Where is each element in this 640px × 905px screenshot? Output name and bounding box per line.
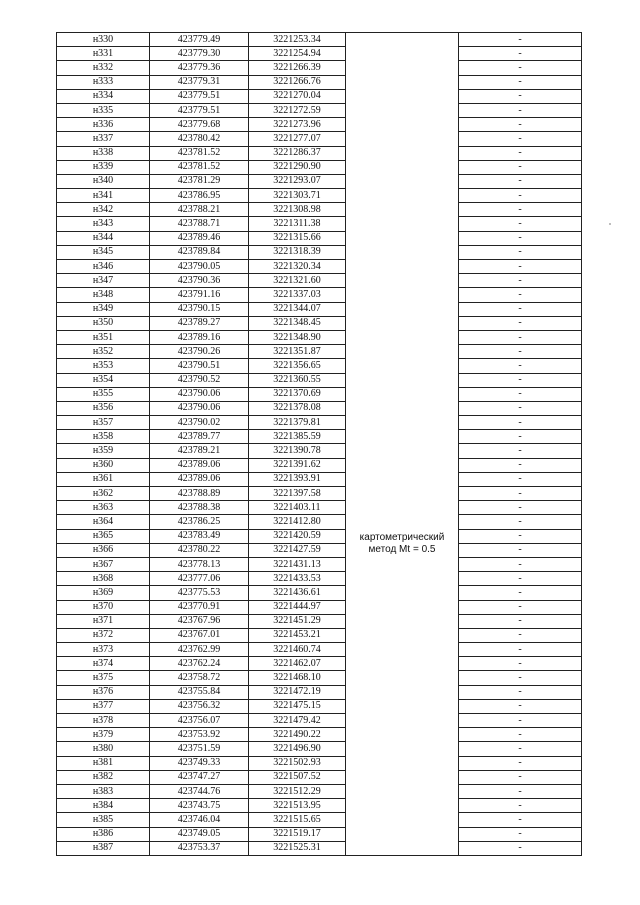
note-cell: -: [459, 416, 582, 430]
note-cell: -: [459, 628, 582, 642]
y-coordinate-cell: 3221512.29: [249, 784, 346, 798]
x-coordinate-cell: 423789.27: [150, 316, 249, 330]
note-cell: -: [459, 657, 582, 671]
y-coordinate-cell: 3221496.90: [249, 742, 346, 756]
method-text-line-2: метод Mt = 0.5: [368, 543, 436, 555]
y-coordinate-cell: 3221462.07: [249, 657, 346, 671]
y-coordinate-cell: 3221451.29: [249, 614, 346, 628]
table-row: [57, 132, 582, 146]
table-row: [57, 515, 582, 529]
table-row: [57, 359, 582, 373]
point-number-cell: н343: [57, 217, 150, 231]
table-row: [57, 685, 582, 699]
point-number-cell: н356: [57, 401, 150, 415]
note-cell: -: [459, 33, 582, 47]
point-number-cell: н364: [57, 515, 150, 529]
point-number-cell: н351: [57, 330, 150, 344]
x-coordinate-cell: 423756.07: [150, 714, 249, 728]
y-coordinate-cell: 3221515.65: [249, 813, 346, 827]
table-row: [57, 657, 582, 671]
note-cell: -: [459, 61, 582, 75]
table-row: [57, 89, 582, 103]
y-coordinate-cell: 3221390.78: [249, 444, 346, 458]
y-coordinate-cell: 3221468.10: [249, 671, 346, 685]
note-cell: -: [459, 600, 582, 614]
note-cell: -: [459, 217, 582, 231]
y-coordinate-cell: 3221433.53: [249, 572, 346, 586]
table-row: [57, 827, 582, 841]
x-coordinate-cell: 423749.05: [150, 827, 249, 841]
table-row: [57, 742, 582, 756]
x-coordinate-cell: 423789.16: [150, 330, 249, 344]
table-row: [57, 813, 582, 827]
point-number-cell: н330: [57, 33, 150, 47]
y-coordinate-cell: 3221321.60: [249, 274, 346, 288]
x-coordinate-cell: 423753.37: [150, 841, 249, 855]
point-number-cell: н353: [57, 359, 150, 373]
table-row: [57, 330, 582, 344]
y-coordinate-cell: 3221403.11: [249, 501, 346, 515]
x-coordinate-cell: 423790.06: [150, 387, 249, 401]
point-number-cell: н347: [57, 274, 150, 288]
point-number-cell: н359: [57, 444, 150, 458]
x-coordinate-cell: 423755.84: [150, 685, 249, 699]
table-row: [57, 799, 582, 813]
y-coordinate-cell: 3221436.61: [249, 586, 346, 600]
table-row: [57, 231, 582, 245]
note-cell: -: [459, 132, 582, 146]
y-coordinate-cell: 3221266.76: [249, 75, 346, 89]
x-coordinate-cell: 423786.95: [150, 189, 249, 203]
note-cell: -: [459, 458, 582, 472]
note-cell: -: [459, 799, 582, 813]
y-coordinate-cell: 3221479.42: [249, 714, 346, 728]
x-coordinate-cell: 423790.36: [150, 274, 249, 288]
x-coordinate-cell: 423751.59: [150, 742, 249, 756]
y-coordinate-cell: 3221519.17: [249, 827, 346, 841]
x-coordinate-cell: 423783.49: [150, 529, 249, 543]
table-row: [57, 756, 582, 770]
note-cell: -: [459, 572, 582, 586]
point-number-cell: н345: [57, 245, 150, 259]
note-cell: -: [459, 373, 582, 387]
point-number-cell: н380: [57, 742, 150, 756]
note-cell: -: [459, 174, 582, 188]
note-cell: -: [459, 770, 582, 784]
y-coordinate-cell: 3221507.52: [249, 770, 346, 784]
note-cell: -: [459, 103, 582, 117]
x-coordinate-cell: 423777.06: [150, 572, 249, 586]
table-row: [57, 643, 582, 657]
y-coordinate-cell: 3221385.59: [249, 430, 346, 444]
x-coordinate-cell: 423779.49: [150, 33, 249, 47]
point-number-cell: н349: [57, 302, 150, 316]
x-coordinate-cell: 423790.02: [150, 416, 249, 430]
x-coordinate-cell: 423758.72: [150, 671, 249, 685]
point-number-cell: н365: [57, 529, 150, 543]
method-cell: [346, 33, 459, 856]
y-coordinate-cell: 3221370.69: [249, 387, 346, 401]
x-coordinate-cell: 423779.68: [150, 118, 249, 132]
x-coordinate-cell: 423779.31: [150, 75, 249, 89]
note-cell: -: [459, 203, 582, 217]
x-coordinate-cell: 423770.91: [150, 600, 249, 614]
x-coordinate-cell: 423762.24: [150, 657, 249, 671]
x-coordinate-cell: 423790.05: [150, 260, 249, 274]
point-number-cell: н375: [57, 671, 150, 685]
table-row: [57, 572, 582, 586]
point-number-cell: н361: [57, 472, 150, 486]
x-coordinate-cell: 423779.51: [150, 89, 249, 103]
y-coordinate-cell: 3221472.19: [249, 685, 346, 699]
point-number-cell: н385: [57, 813, 150, 827]
y-coordinate-cell: 3221272.59: [249, 103, 346, 117]
method-text-line-1: картометрический: [359, 531, 445, 543]
y-coordinate-cell: 3221460.74: [249, 643, 346, 657]
point-number-cell: н337: [57, 132, 150, 146]
table-row: [57, 189, 582, 203]
table-row: [57, 174, 582, 188]
point-number-cell: н346: [57, 260, 150, 274]
y-coordinate-cell: 3221525.31: [249, 841, 346, 855]
table-row: [57, 75, 582, 89]
table-row: [57, 841, 582, 855]
point-number-cell: н341: [57, 189, 150, 203]
x-coordinate-cell: 423789.06: [150, 458, 249, 472]
note-cell: -: [459, 274, 582, 288]
x-coordinate-cell: 423789.77: [150, 430, 249, 444]
y-coordinate-cell: 3221427.59: [249, 543, 346, 557]
note-cell: -: [459, 487, 582, 501]
y-coordinate-cell: 3221270.04: [249, 89, 346, 103]
table-row: [57, 472, 582, 486]
point-number-cell: н342: [57, 203, 150, 217]
table-row: [57, 33, 582, 47]
x-coordinate-cell: 423790.51: [150, 359, 249, 373]
point-number-cell: н331: [57, 47, 150, 61]
x-coordinate-cell: 423753.92: [150, 728, 249, 742]
note-cell: -: [459, 146, 582, 160]
point-number-cell: н366: [57, 543, 150, 557]
x-coordinate-cell: 423788.21: [150, 203, 249, 217]
x-coordinate-cell: 423790.15: [150, 302, 249, 316]
note-cell: -: [459, 47, 582, 61]
point-number-cell: н354: [57, 373, 150, 387]
note-cell: -: [459, 728, 582, 742]
point-number-cell: н387: [57, 841, 150, 855]
y-coordinate-cell: 3221378.08: [249, 401, 346, 415]
x-coordinate-cell: 423788.71: [150, 217, 249, 231]
table-row: [57, 714, 582, 728]
note-cell: -: [459, 813, 582, 827]
point-number-cell: н355: [57, 387, 150, 401]
x-coordinate-cell: 423788.89: [150, 487, 249, 501]
note-cell: -: [459, 75, 582, 89]
x-coordinate-cell: 423780.42: [150, 132, 249, 146]
y-coordinate-cell: 3221318.39: [249, 245, 346, 259]
table-row: [57, 387, 582, 401]
scan-speck: [609, 223, 611, 225]
point-number-cell: н333: [57, 75, 150, 89]
note-cell: -: [459, 515, 582, 529]
note-cell: -: [459, 841, 582, 855]
table-row: [57, 245, 582, 259]
y-coordinate-cell: 3221431.13: [249, 557, 346, 571]
note-cell: -: [459, 699, 582, 713]
y-coordinate-cell: 3221502.93: [249, 756, 346, 770]
y-coordinate-cell: 3221351.87: [249, 345, 346, 359]
note-cell: -: [459, 245, 582, 259]
y-coordinate-cell: 3221286.37: [249, 146, 346, 160]
point-number-cell: н339: [57, 160, 150, 174]
table-row: [57, 146, 582, 160]
point-number-cell: н368: [57, 572, 150, 586]
point-number-cell: н363: [57, 501, 150, 515]
x-coordinate-cell: 423779.30: [150, 47, 249, 61]
table-row: [57, 401, 582, 415]
note-cell: -: [459, 316, 582, 330]
note-cell: -: [459, 430, 582, 444]
table-row: [57, 103, 582, 117]
note-cell: -: [459, 827, 582, 841]
note-cell: -: [459, 784, 582, 798]
point-number-cell: н336: [57, 118, 150, 132]
note-cell: -: [459, 671, 582, 685]
y-coordinate-cell: 3221356.65: [249, 359, 346, 373]
y-coordinate-cell: 3221393.91: [249, 472, 346, 486]
y-coordinate-cell: 3221360.55: [249, 373, 346, 387]
point-number-cell: н372: [57, 628, 150, 642]
note-cell: -: [459, 614, 582, 628]
point-number-cell: н379: [57, 728, 150, 742]
note-cell: -: [459, 501, 582, 515]
x-coordinate-cell: 423775.53: [150, 586, 249, 600]
point-number-cell: н367: [57, 557, 150, 571]
y-coordinate-cell: 3221444.97: [249, 600, 346, 614]
y-coordinate-cell: 3221253.34: [249, 33, 346, 47]
table-row: [57, 557, 582, 571]
point-number-cell: н344: [57, 231, 150, 245]
table-row: [57, 501, 582, 515]
note-cell: -: [459, 330, 582, 344]
y-coordinate-cell: 3221344.07: [249, 302, 346, 316]
note-cell: -: [459, 302, 582, 316]
y-coordinate-cell: 3221397.58: [249, 487, 346, 501]
point-number-cell: н377: [57, 699, 150, 713]
note-cell: -: [459, 714, 582, 728]
x-coordinate-cell: 423767.01: [150, 628, 249, 642]
point-number-cell: н383: [57, 784, 150, 798]
note-cell: -: [459, 189, 582, 203]
note-cell: -: [459, 288, 582, 302]
table-row: [57, 345, 582, 359]
x-coordinate-cell: 423780.22: [150, 543, 249, 557]
y-coordinate-cell: 3221311.38: [249, 217, 346, 231]
x-coordinate-cell: 423789.06: [150, 472, 249, 486]
note-cell: -: [459, 756, 582, 770]
y-coordinate-cell: 3221266.39: [249, 61, 346, 75]
y-coordinate-cell: 3221420.59: [249, 529, 346, 543]
note-cell: -: [459, 118, 582, 132]
x-coordinate-cell: 423789.84: [150, 245, 249, 259]
point-number-cell: н376: [57, 685, 150, 699]
table-row: [57, 671, 582, 685]
x-coordinate-cell: 423743.75: [150, 799, 249, 813]
table-row: [57, 543, 582, 557]
note-cell: -: [459, 529, 582, 543]
note-cell: -: [459, 685, 582, 699]
table-row: [57, 430, 582, 444]
table-row: [57, 770, 582, 784]
x-coordinate-cell: 423746.04: [150, 813, 249, 827]
y-coordinate-cell: 3221277.07: [249, 132, 346, 146]
note-cell: -: [459, 472, 582, 486]
note-cell: -: [459, 231, 582, 245]
point-number-cell: н370: [57, 600, 150, 614]
point-number-cell: н382: [57, 770, 150, 784]
point-number-cell: н338: [57, 146, 150, 160]
point-number-cell: н381: [57, 756, 150, 770]
coordinates-table: [56, 32, 582, 856]
y-coordinate-cell: 3221513.95: [249, 799, 346, 813]
point-number-cell: н357: [57, 416, 150, 430]
y-coordinate-cell: 3221337.03: [249, 288, 346, 302]
table-row: [57, 288, 582, 302]
x-coordinate-cell: 423767.96: [150, 614, 249, 628]
table-row: [57, 614, 582, 628]
y-coordinate-cell: 3221490.22: [249, 728, 346, 742]
table-row: [57, 444, 582, 458]
y-coordinate-cell: 3221273.96: [249, 118, 346, 132]
point-number-cell: н340: [57, 174, 150, 188]
y-coordinate-cell: 3221453.21: [249, 628, 346, 642]
y-coordinate-cell: 3221303.71: [249, 189, 346, 203]
table-row: [57, 302, 582, 316]
note-cell: -: [459, 401, 582, 415]
y-coordinate-cell: 3221308.98: [249, 203, 346, 217]
y-coordinate-cell: 3221315.66: [249, 231, 346, 245]
table-row: [57, 699, 582, 713]
y-coordinate-cell: 3221379.81: [249, 416, 346, 430]
note-cell: -: [459, 260, 582, 274]
note-cell: -: [459, 345, 582, 359]
coordinates-table-body: [57, 33, 582, 856]
table-row: [57, 118, 582, 132]
table-row: [57, 458, 582, 472]
table-row: [57, 586, 582, 600]
x-coordinate-cell: 423779.51: [150, 103, 249, 117]
point-number-cell: н334: [57, 89, 150, 103]
x-coordinate-cell: 423788.38: [150, 501, 249, 515]
point-number-cell: н348: [57, 288, 150, 302]
x-coordinate-cell: 423781.29: [150, 174, 249, 188]
note-cell: -: [459, 387, 582, 401]
x-coordinate-cell: 423790.26: [150, 345, 249, 359]
table-row: [57, 487, 582, 501]
table-row: [57, 529, 582, 543]
point-number-cell: н373: [57, 643, 150, 657]
table-row: [57, 600, 582, 614]
x-coordinate-cell: 423791.16: [150, 288, 249, 302]
y-coordinate-cell: 3221293.07: [249, 174, 346, 188]
x-coordinate-cell: 423756.32: [150, 699, 249, 713]
y-coordinate-cell: 3221348.45: [249, 316, 346, 330]
x-coordinate-cell: 423779.36: [150, 61, 249, 75]
y-coordinate-cell: 3221320.34: [249, 260, 346, 274]
note-cell: -: [459, 742, 582, 756]
x-coordinate-cell: 423747.27: [150, 770, 249, 784]
note-cell: -: [459, 89, 582, 103]
y-coordinate-cell: 3221391.62: [249, 458, 346, 472]
point-number-cell: н384: [57, 799, 150, 813]
table-row: [57, 416, 582, 430]
y-coordinate-cell: 3221475.15: [249, 699, 346, 713]
point-number-cell: н374: [57, 657, 150, 671]
table-row: [57, 47, 582, 61]
table-row: [57, 373, 582, 387]
table-row: [57, 203, 582, 217]
x-coordinate-cell: 423789.21: [150, 444, 249, 458]
note-cell: -: [459, 359, 582, 373]
point-number-cell: н360: [57, 458, 150, 472]
note-cell: -: [459, 543, 582, 557]
note-cell: -: [459, 586, 582, 600]
table-row: [57, 784, 582, 798]
x-coordinate-cell: 423789.46: [150, 231, 249, 245]
table-row: [57, 260, 582, 274]
x-coordinate-cell: 423749.33: [150, 756, 249, 770]
point-number-cell: н362: [57, 487, 150, 501]
x-coordinate-cell: 423790.52: [150, 373, 249, 387]
x-coordinate-cell: 423744.76: [150, 784, 249, 798]
point-number-cell: н350: [57, 316, 150, 330]
point-number-cell: н352: [57, 345, 150, 359]
point-number-cell: н386: [57, 827, 150, 841]
x-coordinate-cell: 423786.25: [150, 515, 249, 529]
x-coordinate-cell: 423790.06: [150, 401, 249, 415]
note-cell: -: [459, 444, 582, 458]
y-coordinate-cell: 3221412.80: [249, 515, 346, 529]
point-number-cell: н332: [57, 61, 150, 75]
x-coordinate-cell: 423781.52: [150, 146, 249, 160]
y-coordinate-cell: 3221290.90: [249, 160, 346, 174]
table-row: [57, 728, 582, 742]
note-cell: -: [459, 557, 582, 571]
y-coordinate-cell: 3221254.94: [249, 47, 346, 61]
y-coordinate-cell: 3221348.90: [249, 330, 346, 344]
note-cell: -: [459, 160, 582, 174]
table-row: [57, 217, 582, 231]
table-row: [57, 274, 582, 288]
point-number-cell: н371: [57, 614, 150, 628]
table-row: [57, 61, 582, 75]
table-row: [57, 316, 582, 330]
table-row: [57, 160, 582, 174]
x-coordinate-cell: 423762.99: [150, 643, 249, 657]
x-coordinate-cell: 423781.52: [150, 160, 249, 174]
table-row: [57, 628, 582, 642]
point-number-cell: н378: [57, 714, 150, 728]
x-coordinate-cell: 423778.13: [150, 557, 249, 571]
point-number-cell: н369: [57, 586, 150, 600]
point-number-cell: н358: [57, 430, 150, 444]
point-number-cell: н335: [57, 103, 150, 117]
note-cell: -: [459, 643, 582, 657]
